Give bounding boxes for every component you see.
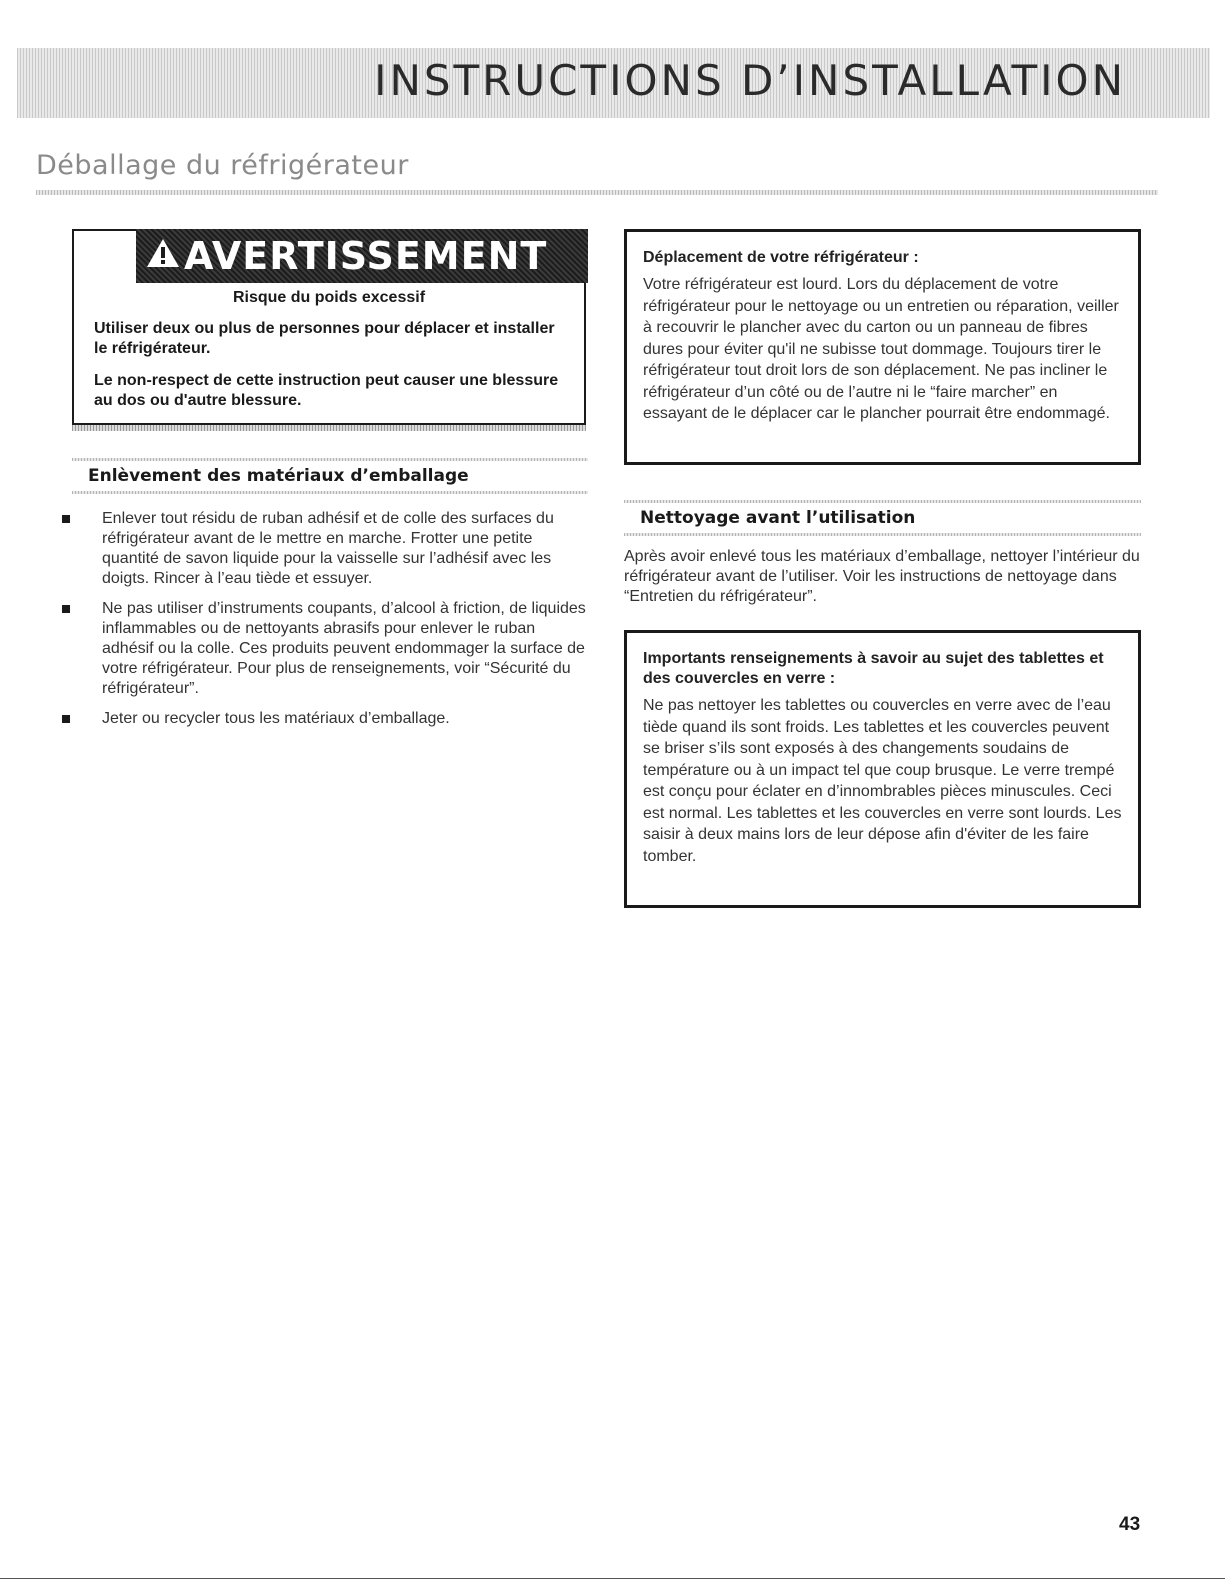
warning-banner — [136, 229, 588, 283]
page-bottom-line — [0, 1578, 1225, 1579]
list-item — [62, 709, 590, 729]
bullet-text: Ne pas utiliser d’instruments coupants, d’alcool à friction, de liquides inflammables ou de nettoyants abrasifs pour enlever le ruban adhésif ou la colle. Ces produits peuvent endommager la surface de votre réfrigérateur. Pour plus de renseignements, voir “Sécurité du réfrigérateur”. — [102, 600, 586, 697]
section-divider — [36, 190, 1158, 195]
cleaning-heading-block — [624, 500, 1141, 536]
warning-bottom-rule — [72, 425, 586, 431]
bullet-text: Jeter ou recycler tous les matériaux d’emballage. — [102, 710, 450, 727]
list-item — [62, 509, 590, 589]
bullet-icon — [62, 515, 70, 523]
bullet-text: Enlever tout résidu de ruban adhésif et de colle des surfaces du réfrigérateur avant de le mettre en marche. Frotter une petite quantité de savon liquide pour la vaisselle sur l’adhésif avec les doigts. Rincer à l’eau tiède et essuyer. — [102, 510, 554, 587]
shelves-box — [624, 630, 1141, 908]
section-title: Déballage du réfrigérateur — [36, 150, 409, 181]
page-header-title: INSTRUCTIONS D’INSTALLATION — [374, 56, 1126, 105]
warning-box — [72, 229, 586, 425]
removal-heading: Enlèvement des matériaux d’emballage — [88, 466, 469, 486]
warning-triangle-icon — [146, 234, 180, 278]
warning-banner-label: AVERTISSEMENT — [184, 234, 548, 278]
warning-consequence: Le non-respect de cette instruction peut causer une blessure au dos ou d'autre blessure. — [94, 372, 559, 409]
moving-body: Votre réfrigérateur est lourd. Lors du déplacement de votre réfrigérateur pour le nettoyage ou un entretien ou réparation, veiller à recouvrir le plancher avec du carton ou un panneau de fibres dures pour éviter qu'il ne subisse tout dommage. Toujours tirer le réfrigérateur tout droit lors de son déplacement. Ne pas incliner le réfrigérateur d’un côté ou de l’autre ni le “faire marcher” en essayant de le déplacer car le plancher pourrait être endommagé. — [643, 276, 1119, 422]
removal-bullet-list — [62, 509, 590, 739]
cleaning-heading: Nettoyage avant l’utilisation — [640, 508, 916, 528]
header-band — [17, 48, 1210, 118]
list-item — [62, 599, 590, 699]
removal-heading-block — [72, 458, 588, 494]
rule — [72, 491, 588, 494]
page-number: 43 — [1119, 1514, 1141, 1535]
moving-title: Déplacement de votre réfrigérateur : — [643, 249, 919, 266]
shelves-title: Importants renseignements à savoir au sujet des tablettes et des couvercles en verre : — [643, 650, 1104, 687]
cleaning-paragraph: Après avoir enlevé tous les matériaux d’emballage, nettoyer l’intérieur du réfrigérateur avant de l’utiliser. Voir les instructions de nettoyage dans “Entretien du réfrigérateur”. — [624, 548, 1140, 605]
bullet-icon — [62, 605, 70, 613]
warning-subtitle: Risque du poids excessif — [232, 289, 426, 306]
moving-box — [624, 229, 1141, 465]
shelves-body: Ne pas nettoyer les tablettes ou couvercles en verre avec de l’eau tiède quand ils sont froids. Les tablettes et les couvercles peuvent se briser s’ils sont exposés à des changements soudains de température ou à un impact tel que coup brusque. Le verre trempé est conçu pour éclater en d’innombrables pièces minuscules. Ceci est normal. Les tablettes et les couvercles en verre sont lourds. Les saisir à deux mains lors de leur dépose afin d'éviter de les faire tomber. — [643, 697, 1122, 865]
warning-instruction: Utiliser deux ou plus de personnes pour déplacer et installer le réfrigérateur. — [94, 320, 555, 357]
bullet-icon — [62, 715, 70, 723]
rule — [624, 533, 1141, 536]
